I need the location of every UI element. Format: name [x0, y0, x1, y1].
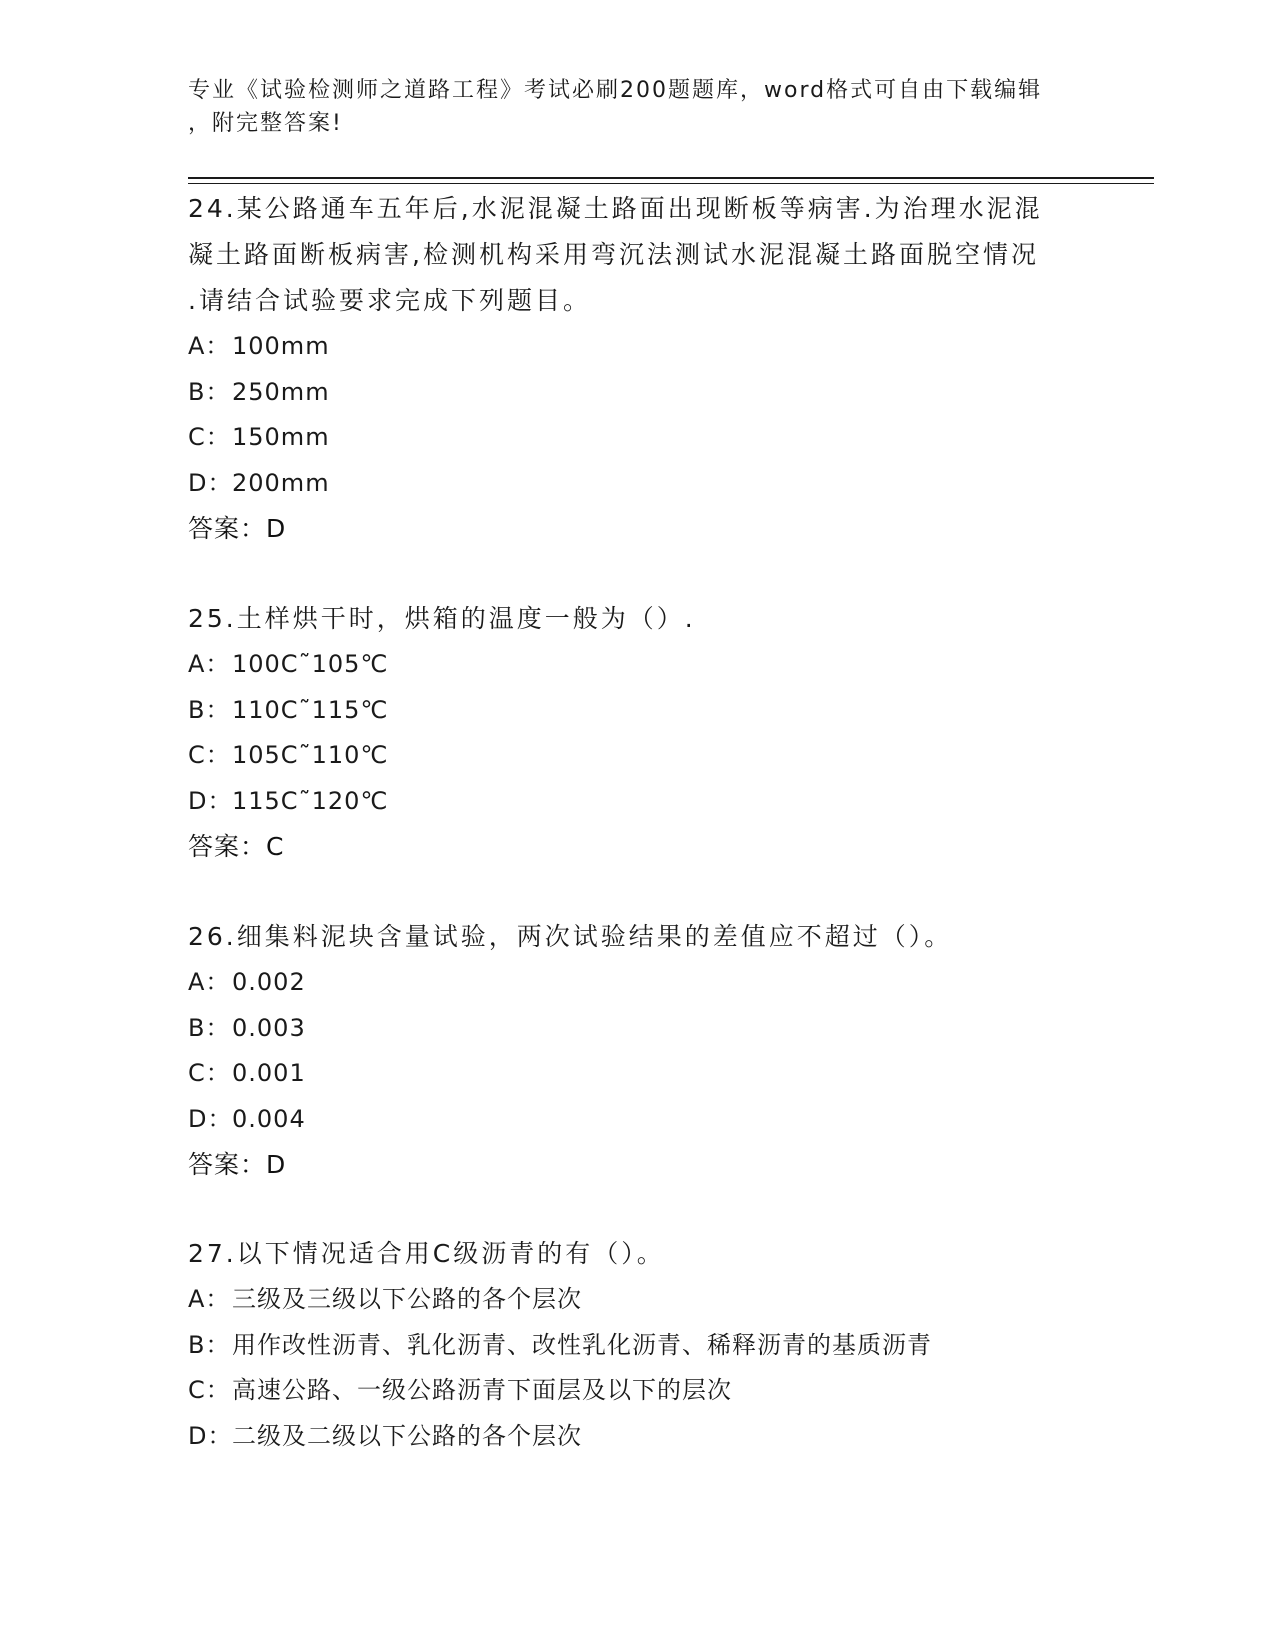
- option-text: 0.002: [232, 968, 306, 996]
- option-letter: B：: [188, 1330, 231, 1359]
- option-letter: A：: [188, 332, 231, 360]
- header-title-line-2: ，附完整答案!: [188, 111, 343, 136]
- option-text: 110C˜115℃: [232, 695, 389, 724]
- question-27: [188, 1231, 1088, 1459]
- option-letter: C：: [188, 423, 231, 451]
- option-a: [188, 1277, 1088, 1323]
- option-letter: D：: [188, 468, 233, 497]
- answer-line: 答案：C: [188, 832, 285, 861]
- option-text: 0.004: [232, 1104, 306, 1133]
- option-letter: D：: [188, 1104, 233, 1133]
- header-title-line-1: 专业《试验检测师之道路工程》考试必刷200题题库，word格式可自由下载编辑: [188, 78, 1043, 103]
- option-letter: B：: [188, 1013, 231, 1042]
- question-24: [188, 186, 1088, 552]
- answer-line: 答案：D: [188, 514, 287, 543]
- option-b: [188, 1323, 1088, 1369]
- option-letter: A：: [188, 1285, 231, 1313]
- option-d: [188, 1414, 1088, 1460]
- header-divider-thin: [188, 183, 1154, 184]
- option-c: [188, 1368, 1088, 1414]
- option-letter: D：: [188, 1421, 233, 1450]
- option-text: 115C˜120℃: [232, 786, 389, 815]
- option-letter: B：: [188, 695, 231, 724]
- option-text: 200mm: [232, 468, 330, 497]
- header-divider-thick: [188, 177, 1154, 179]
- option-text: 150mm: [232, 423, 330, 451]
- option-text: 105C˜110℃: [232, 741, 389, 769]
- option-letter: C：: [188, 1059, 231, 1087]
- question-stem-line: 27.以下情况适合用C级沥青的有（）。: [188, 1239, 665, 1268]
- option-d: [188, 1097, 1088, 1143]
- option-b: [188, 1006, 1088, 1052]
- option-d: [188, 779, 1088, 825]
- option-letter: C：: [188, 741, 231, 769]
- option-a: [188, 324, 1088, 370]
- question-stem-line: 25.土样烘干时，烘箱的温度一般为（）.: [188, 604, 696, 633]
- question-stem-line: .请结合试验要求完成下列题目。: [188, 286, 591, 315]
- option-c: [188, 733, 1088, 779]
- option-b: [188, 370, 1088, 416]
- option-letter: B：: [188, 377, 231, 406]
- question-stem-line: 26.细集料泥块含量试验，两次试验结果的差值应不超过（）。: [188, 922, 953, 951]
- option-c: [188, 415, 1088, 461]
- option-text: 250mm: [232, 377, 330, 406]
- option-text: 用作改性沥青、乳化沥青、改性乳化沥青、稀释沥青的基质沥青: [232, 1330, 932, 1359]
- option-a: [188, 960, 1088, 1006]
- option-b: [188, 688, 1088, 734]
- option-letter: D：: [188, 786, 233, 815]
- option-a: [188, 642, 1088, 688]
- option-letter: A：: [188, 968, 231, 996]
- option-text: 100C˜105℃: [232, 650, 389, 678]
- option-c: [188, 1051, 1088, 1097]
- option-text: 0.003: [232, 1013, 306, 1042]
- option-text: 100mm: [232, 332, 330, 360]
- answer-line: 答案：D: [188, 1150, 287, 1179]
- option-letter: A：: [188, 650, 231, 678]
- option-text: 0.001: [232, 1059, 306, 1087]
- option-d: [188, 461, 1088, 507]
- option-text: 三级及三级以下公路的各个层次: [232, 1285, 582, 1313]
- question-25: [188, 596, 1088, 870]
- option-text: 高速公路、一级公路沥青下面层及以下的层次: [232, 1376, 732, 1404]
- question-stem-line: 24.某公路通车五年后,水泥混凝土路面出现断板等病害.为治理水泥混: [188, 194, 1043, 223]
- document-header: [188, 74, 1088, 140]
- option-text: 二级及二级以下公路的各个层次: [232, 1421, 582, 1450]
- question-26: [188, 914, 1088, 1188]
- question-stem-line: 凝土路面断板病害,检测机构采用弯沉法测试水泥混凝土路面脱空情况: [188, 240, 1039, 269]
- option-letter: C：: [188, 1376, 231, 1404]
